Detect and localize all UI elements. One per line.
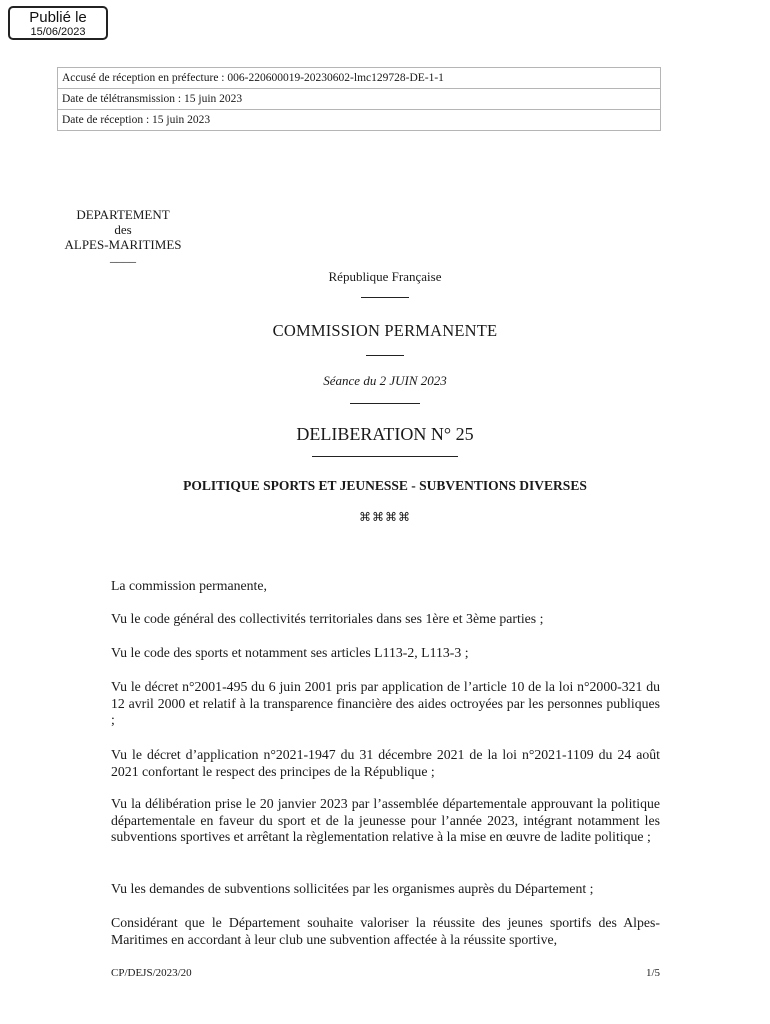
commission-heading bbox=[110, 321, 660, 356]
stamp-label: Publié le bbox=[29, 9, 87, 26]
seance-heading bbox=[110, 373, 660, 404]
table-row bbox=[58, 89, 661, 110]
divider bbox=[361, 297, 409, 298]
paragraph: Vu les demandes de subventions sollicitées par les organismes auprès du Département ; bbox=[111, 881, 594, 896]
deliberation-heading bbox=[110, 424, 660, 457]
receipt-reception-date: Date de réception : 15 juin 2023 bbox=[58, 110, 661, 131]
paragraph: La commission permanente, bbox=[111, 578, 267, 593]
page-number: 1/5 bbox=[645, 967, 660, 979]
department-line-3: ALPES-MARITIMES bbox=[64, 237, 182, 252]
deliberation-number: DELIBERATION N° 25 bbox=[296, 424, 474, 444]
table-row bbox=[58, 110, 661, 131]
receipt-acknowledgement: Accusé de réception en préfecture : 006-220600019-20230602-lmc129728-DE-1-1 bbox=[58, 68, 661, 89]
ornament-separator: ⌘⌘⌘⌘ bbox=[359, 510, 411, 524]
paragraph: Vu le décret n°2001-495 du 6 juin 2001 pris par application de l’article 10 de la loi n°2000-321 du 12 avril 2000 et relatif à la transparence financière des aides octroyées par les personnes publiques ; bbox=[111, 679, 660, 727]
paragraph: Vu le code général des collectivités territoriales dans ses 1ère et 3ème parties ; bbox=[111, 611, 544, 626]
paragraph: Vu le code des sports et notamment ses articles L113-2, L113-3 ; bbox=[111, 645, 469, 660]
paragraph: Considérant que le Département souhaite valoriser la réussite des jeunes sportifs des Alpes-Maritimes en accordant à leur club une subvention affectée à la réussite sportive, bbox=[111, 915, 660, 947]
footer-reference: CP/DEJS/2023/20 bbox=[111, 967, 192, 979]
republic-heading bbox=[110, 269, 660, 298]
divider bbox=[312, 456, 458, 457]
publication-stamp bbox=[8, 6, 108, 40]
divider bbox=[350, 403, 420, 404]
table-row bbox=[58, 68, 661, 89]
paragraph: Vu le décret d’application n°2021-1947 du 31 décembre 2021 de la loi n°2021-1109 du 24 août 2021 confortant le respect des principes de la République ; bbox=[111, 747, 660, 779]
receipt-transmission-date: Date de télétransmission : 15 juin 2023 bbox=[58, 89, 661, 110]
republic-label: République Française bbox=[328, 269, 442, 284]
divider bbox=[366, 355, 404, 356]
department-separator: ____ bbox=[110, 249, 136, 264]
department-block bbox=[48, 207, 198, 264]
department-line-1: DEPARTEMENT bbox=[76, 207, 170, 222]
receipt-table bbox=[57, 67, 661, 131]
stamp-date: 15/06/2023 bbox=[30, 26, 86, 38]
department-line-2: des bbox=[114, 222, 132, 237]
subject-title: POLITIQUE SPORTS ET JEUNESSE - SUBVENTIONS DIVERSES bbox=[183, 478, 587, 493]
paragraph: Vu la délibération prise le 20 janvier 2023 par l’assemblée départementale approuvant la politique départementale en faveur du sport et de la jeunesse pour l’année 2023, intégrant notamment les subventions sportives et arrêtant la règlementation relative à la mise en œuvre de ladite politique ; bbox=[111, 796, 660, 844]
commission-title: COMMISSION PERMANENTE bbox=[272, 321, 498, 340]
seance-date: Séance du 2 JUIN 2023 bbox=[323, 373, 447, 388]
